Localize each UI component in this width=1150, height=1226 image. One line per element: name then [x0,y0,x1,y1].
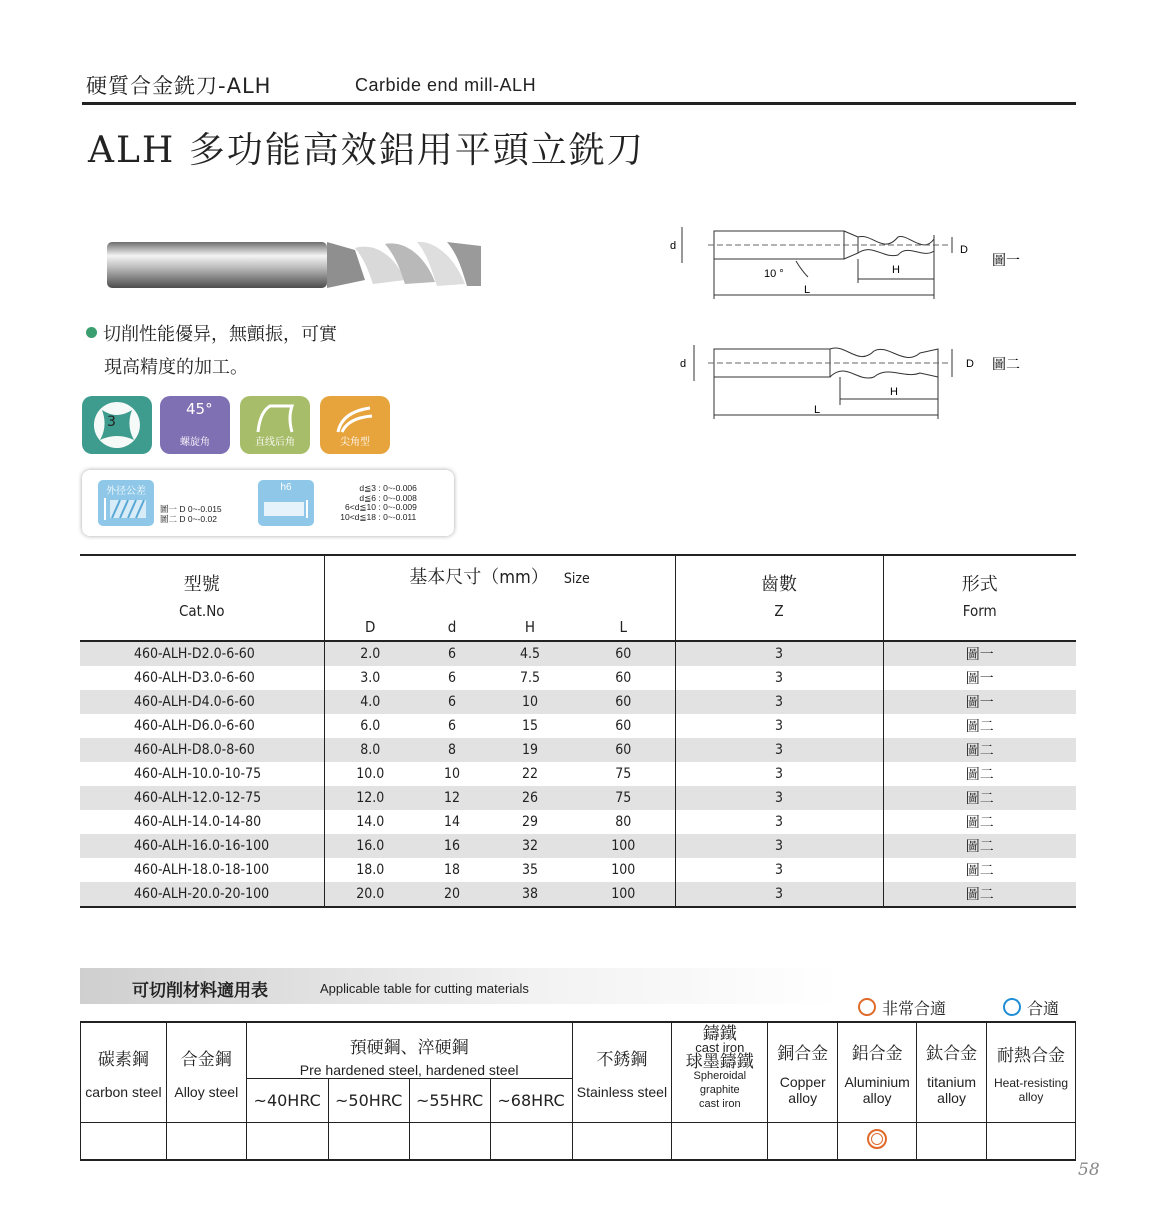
suit-titanium [917,1123,987,1161]
cell-H: 35 [521,862,539,878]
cell-L: 100 [572,858,675,882]
fig2-label: 圖二 [992,356,1020,372]
dimension-diagrams [668,215,1068,425]
materials-table [80,1021,1076,1161]
cell-L: 60 [572,666,675,690]
sharp-corner-icon [332,402,378,436]
suit-hrc55 [409,1123,490,1161]
cell-Z: 3 [675,641,883,666]
mat-hardened-en: Pre hardened steel, hardened steel [299,1062,519,1078]
relief-angle-label: 直线后角 [255,437,295,448]
feature-line-1: 切削性能優异，無顫振，可實 [103,324,337,345]
mat-stainless-en: Stainless steel [576,1084,668,1100]
shank-tolerance-icon [262,498,310,520]
diagram-fig1 [670,227,1020,299]
suit-cast-iron [672,1123,768,1161]
shank-tolerance-table: d≦3 : 0~-0.006 d≦6 : 0~-0.008 6<d≦10 : 0~-0.009 10<d≦18 : 0~-0.011 [320,484,417,522]
end-mill-photo [105,236,483,294]
mat-iron-en1: cast iron [695,1040,745,1055]
cell-D: 2.0 [360,646,381,662]
cell-H: 38 [521,886,539,902]
col-H: H [524,618,536,636]
mat-aluminium [838,1022,917,1123]
flute-count-badge [82,396,152,454]
cell-form: 圖二 [965,815,994,831]
suit-stainless [572,1123,672,1161]
col-size-zh: 基本尺寸（mm） [409,567,549,588]
cell-D: 6.0 [360,718,381,734]
cell-L: 60 [572,714,675,738]
table-row [80,834,1076,858]
blue-ring-icon [1003,998,1021,1016]
cell-Z: 3 [675,666,883,690]
fig2-d-label: d [680,358,687,370]
mat-alloy-en: Alloy steel [174,1084,239,1100]
cell-Z: 3 [675,834,883,858]
tol-value-2: 0~-0.008 [383,492,417,503]
legend-very-suitable-label: 非常合適 [882,999,947,1018]
col-L: L [572,596,675,641]
cell-cat-no: 460-ALH-14.0-14-80 [80,810,324,834]
cell-H: 10 [521,694,539,710]
table-row [80,738,1076,762]
col-size-en: Size [563,571,590,587]
cell-d: 18 [443,862,461,878]
col-form-zh: 形式 [961,574,998,595]
mat-alu-en1: Aluminium [844,1074,910,1090]
cell-d: 6 [447,646,456,662]
tol-range-2: d≦6 [359,492,376,503]
legend-suitable [1003,996,1059,1019]
cell-Z: 3 [675,810,883,834]
tol-value-3: 0~-0.009 [383,502,417,512]
table-row [80,882,1076,907]
od-tolerance-fig1: 圖一 D 0~-0.015 [160,504,222,514]
suit-alloy [166,1123,246,1161]
cell-L: 100 [572,882,675,907]
cell-Z: 3 [675,762,883,786]
hrc-50: ~50HRC [328,1079,409,1123]
mat-iron-en3: cast iron [699,1098,741,1110]
mat-copper-en1: Copper [779,1074,826,1090]
header-rule [82,102,1076,105]
cell-L: 60 [572,641,675,666]
cell-cat-no: 460-ALH-20.0-20-100 [80,882,324,907]
table-row [80,666,1076,690]
relief-angle-badge [240,396,310,454]
cell-D: 10.0 [356,766,385,782]
cell-d: 6 [447,718,456,734]
cell-L: 60 [572,690,675,714]
fig1-label: 圖一 [992,252,1020,268]
cell-form: 圖二 [965,719,994,735]
cell-L: 75 [572,762,675,786]
cell-d: 10 [443,766,461,782]
helix-angle-label: 螺旋角 [180,437,210,448]
hrc-68: ~68HRC [490,1079,572,1123]
cell-D: 3.0 [360,670,381,686]
mat-cast-iron [672,1022,768,1123]
mat-copper-zh: 銅合金 [777,1044,829,1064]
mat-stainless [572,1022,672,1123]
tolerance-panel [82,470,454,536]
mat-carbon [81,1022,167,1123]
mat-heat-zh: 耐熱合金 [997,1046,1066,1066]
cell-D: 20.0 [356,886,385,902]
cell-Z: 3 [675,882,883,907]
tol-range-1: d≦3 [359,483,376,493]
mat-titanium [917,1022,987,1123]
feature-line-2: 現高精度的加工。 [104,357,248,378]
cell-form: 圖一 [965,671,994,687]
table-row [80,858,1076,882]
diagram-fig2 [680,345,1020,419]
mat-heat-en1: Heat-resisting [994,1076,1069,1090]
corner-type-label: 尖角型 [340,437,370,448]
fig2-L-label: L [814,404,821,416]
page-title: ALH 多功能高效鋁用平頭立銑刀 [88,130,645,171]
col-form-en: Form [962,602,997,620]
table-row [80,714,1076,738]
cell-d: 8 [447,742,456,758]
cell-d: 6 [447,694,456,710]
three-flute-icon [82,396,152,454]
hrc-55: ~55HRC [409,1079,490,1123]
cell-H: 7.5 [519,670,541,686]
cell-H: 19 [521,742,539,758]
mat-alloy [166,1022,246,1123]
cell-cat-no: 460-ALH-10.0-10-75 [80,762,324,786]
flute-count: 3 [107,414,116,430]
cell-H: 26 [521,790,539,806]
helix-angle-value: 45° [186,400,213,418]
cell-cat-no: 460-ALH-D2.0-6-60 [80,641,324,666]
mat-ti-en1: titanium [927,1074,977,1090]
table-row [80,762,1076,786]
mat-alu-en2: alloy [862,1090,892,1106]
legend-suitable-label: 合適 [1027,999,1060,1018]
mat-carbon-zh: 碳素鋼 [97,1050,149,1070]
col-z-zh: 齒數 [675,555,883,596]
cell-cat-no: 460-ALH-D8.0-8-60 [80,738,324,762]
cell-D: 12.0 [356,790,385,806]
cell-H: 22 [521,766,539,782]
od-tolerance-icon [102,496,150,522]
cell-H: 15 [521,718,539,734]
cell-d: 20 [443,886,461,902]
mat-stainless-zh: 不銹鋼 [596,1050,648,1070]
mat-copper [768,1022,838,1123]
suit-copper [768,1123,838,1161]
corner-type-badge [320,396,390,454]
materials-title-en: Applicable table for cutting materials [320,981,529,996]
mat-ti-zh: 鈦合金 [926,1044,978,1064]
mat-carbon-en: carbon steel [85,1084,162,1100]
table-row [80,810,1076,834]
mat-heat-en2: alloy [1018,1090,1044,1104]
orange-ring-icon [858,998,876,1016]
col-size-header [324,555,675,596]
cell-H: 32 [521,838,539,854]
cell-form: 圖二 [965,767,994,783]
hrc-40: ~40HRC [246,1079,328,1123]
cell-Z: 3 [675,738,883,762]
col-model-zh: 型號 [80,555,324,596]
suit-hrc50 [328,1123,409,1161]
cell-D: 18.0 [356,862,385,878]
mat-ti-en2: alloy [937,1090,966,1106]
col-z-en: Z [675,596,883,641]
product-table [80,554,1076,908]
fig1-angle-label: 10 ° [764,268,784,280]
mat-iron-zh1: 鑄鐵 [702,1024,737,1044]
cell-D: 16.0 [356,838,385,854]
table-row [80,786,1076,810]
cell-cat-no: 460-ALH-16.0-16-100 [80,834,324,858]
tol-range-4: 10<d≦18 [340,511,376,522]
cell-cat-no: 460-ALH-D6.0-6-60 [80,714,324,738]
suit-hrc68 [490,1123,572,1161]
very-suitable-mark-icon [867,1129,887,1149]
cell-d: 6 [447,670,456,686]
cell-H: 29 [521,814,539,830]
cell-form: 圖二 [965,791,994,807]
series-title-zh: 硬質合金銑刀-ALH [86,74,272,98]
cell-form: 圖二 [965,839,994,855]
cell-form: 圖二 [965,863,994,879]
cell-Z: 3 [675,858,883,882]
relief-angle-icon [252,402,298,436]
bullet-icon [86,327,97,338]
col-D: D [365,618,376,636]
series-title-en: Carbide end mill-ALH [355,75,537,95]
cell-L: 80 [572,810,675,834]
shank-tolerance-title: h6 [280,482,292,493]
table-row [80,641,1076,666]
cell-D: 14.0 [356,814,385,830]
cell-Z: 3 [675,786,883,810]
materials-title-zh: 可切削材料適用表 [132,981,268,1001]
cell-L: 75 [572,786,675,810]
mat-alu-zh: 鋁合金 [851,1044,903,1064]
fig1-d-label: d [670,240,677,252]
od-tolerance-title: 外径公差 [106,486,146,497]
cell-H: 4.5 [519,646,541,662]
tol-value-4: 0~-0.011 [383,511,417,522]
mat-iron-zh2: 球墨鑄鐵 [685,1052,754,1072]
tol-value-1: 0~-0.006 [383,483,417,493]
cell-L: 100 [572,834,675,858]
legend-very-suitable [858,996,946,1019]
helix-angle-badge [160,396,230,454]
mat-heat-resisting [987,1022,1076,1123]
cell-cat-no: 460-ALH-12.0-12-75 [80,786,324,810]
mat-copper-en2: alloy [788,1090,818,1106]
cell-form: 圖一 [965,695,994,711]
suit-carbon [81,1123,167,1161]
cell-D: 4.0 [360,694,381,710]
cell-d: 16 [443,838,461,854]
tol-range-3: 6<d≦10 [345,502,376,512]
cell-d: 12 [443,790,461,806]
shank-tolerance-header [258,480,314,526]
od-tolerance-fig2: 圖二 D 0~-0.02 [160,514,217,524]
cell-form: 圖二 [965,887,994,903]
suit-aluminium [838,1123,917,1161]
cell-form: 圖一 [965,647,994,663]
fig1-H-label: H [892,264,900,276]
cell-Z: 3 [675,714,883,738]
feature-text [86,318,337,384]
fig1-D-label: D [960,244,968,256]
cell-L: 60 [572,738,675,762]
table-row [80,690,1076,714]
col-model-en: Cat.No [80,596,324,641]
od-tolerance-header [98,480,154,526]
page-number: 58 [1078,1160,1100,1180]
suit-hrc40 [246,1123,328,1161]
mat-iron-en2: Spheroidal graphite [693,1070,747,1096]
col-d: d [447,618,457,636]
cell-cat-no: 460-ALH-18.0-18-100 [80,858,324,882]
mat-alloy-zh: 合金鋼 [180,1050,232,1070]
cell-Z: 3 [675,690,883,714]
cell-cat-no: 460-ALH-D3.0-6-60 [80,666,324,690]
mat-hardened [246,1022,572,1079]
cell-d: 14 [443,814,461,830]
mat-hardened-zh: 預硬鋼、淬硬鋼 [349,1038,469,1058]
cell-cat-no: 460-ALH-D4.0-6-60 [80,690,324,714]
suit-heat-resisting [987,1123,1076,1161]
cell-D: 8.0 [360,742,381,758]
fig2-D-label: D [966,358,974,370]
fig2-H-label: H [890,386,898,398]
cell-form: 圖二 [965,743,994,759]
fig1-L-label: L [804,284,811,296]
